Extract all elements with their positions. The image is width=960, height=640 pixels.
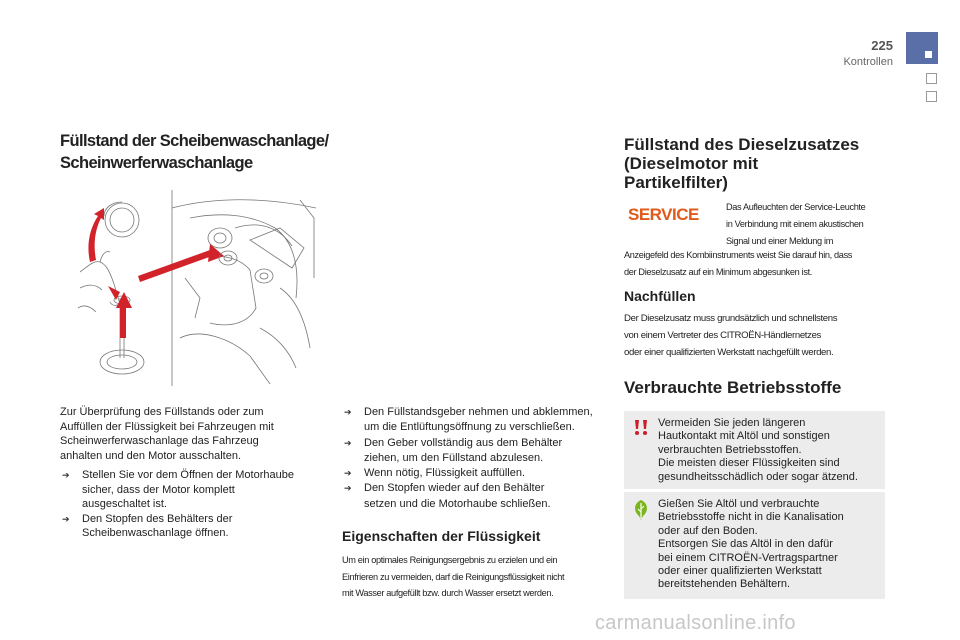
step-line: ausgeschaltet ist. — [82, 498, 167, 510]
fluid-properties-title: Eigenschaften der Flüssigkeit — [342, 528, 541, 544]
list-item — [342, 405, 612, 436]
step-line: um die Entlüftungsöffnung zu verschließen. — [364, 421, 575, 434]
step-line: Den Stopfen des Behälters der — [82, 512, 233, 525]
warning-text — [658, 417, 858, 484]
warning-line: Hautkontakt mit Altöl und sonstigen — [658, 430, 830, 443]
engine-bay-drawing — [60, 188, 318, 388]
step-line: Stellen Sie vor dem Öffnen der Motorhaube — [82, 469, 294, 481]
properties-line: Einfrieren zu vermeiden, darf die Reinigungsflüssigkeit nicht — [342, 571, 565, 582]
list-item — [342, 436, 612, 467]
service-line: Anzeigefeld des Kombiinstruments weist Sie darauf hin, dass — [624, 250, 853, 260]
environment-line: oder einer qualifizierten Werkstatt — [658, 565, 822, 578]
service-light-paragraph-cont — [624, 247, 888, 280]
properties-line: Um ein optimales Reinigungsergebnis zu erzielen und ein — [342, 555, 558, 565]
service-line: in Verbindung mit einem akustischen — [726, 219, 864, 229]
step-line: ziehen, um den Füllstand abzulesen. — [364, 451, 544, 464]
environment-text — [658, 498, 844, 592]
list-item — [342, 466, 612, 481]
refill-line: oder einer qualifizierten Werkstatt nachgefüllt werden. — [624, 347, 834, 358]
washer-intro-paragraph — [60, 405, 330, 463]
intro-line: Zur Überprüfung des Füllstands oder zum — [60, 406, 264, 418]
properties-line: mit Wasser aufgefüllt bzw. durch Wasser ersetzt werden. — [342, 588, 554, 598]
warning-line: Vermeiden Sie jeden längeren — [658, 417, 806, 429]
washer-fluid-title-line1: Füllstand der Scheibenwaschanlage/ — [60, 132, 329, 150]
refill-line: von einem Vertreter des CITROËN-Händlernetzes — [624, 330, 821, 341]
step-line: Scheibenwaschanlage öffnen. — [82, 527, 229, 539]
chapter-indicator-empty[interactable] — [926, 91, 937, 102]
diesel-additive-title — [624, 135, 859, 192]
step-line: Den Stopfen wieder auf den Behälter — [364, 482, 545, 495]
warning-exclamation-icon — [632, 418, 650, 436]
list-item — [60, 512, 330, 541]
list-item — [342, 481, 612, 512]
warning-line: gesundheitsschädlich oder sogar ätzend. — [658, 470, 858, 483]
watermark: carmanualsonline.info — [595, 612, 796, 634]
step-line: Wenn nötig, Flüssigkeit auffüllen. — [364, 467, 526, 480]
service-warning-icon: SERVICE — [628, 205, 699, 224]
gauge-steps-list — [342, 405, 612, 512]
intro-line: anhalten und den Motor ausschalten. — [60, 449, 242, 462]
step-line: Den Geber vollständig aus dem Behälter — [364, 436, 563, 449]
warning-box — [624, 411, 885, 489]
washer-fluid-title-line2: Scheinwerferwaschanlage — [60, 154, 253, 172]
step-line: Den Füllstandsgeber nehmen und abklemmen, — [364, 406, 593, 418]
chapter-indicator-empty[interactable] — [926, 73, 937, 84]
diesel-title-line3: Partikelfilter) — [624, 173, 728, 192]
list-item — [60, 468, 330, 512]
environment-line: Betriebsstoffe nicht in die Kanalisation — [658, 511, 844, 524]
service-line: Signal und einer Meldung im — [726, 236, 833, 246]
environment-line: bei einem CITROËN-Vertragspartner — [658, 551, 838, 564]
environment-line: bereitstehenden Behältern. — [658, 578, 791, 591]
intro-line: Scheinwerferwaschanlage das Fahrzeug — [60, 435, 259, 447]
environment-leaf-icon — [632, 499, 650, 521]
chapter-indicator-active[interactable] — [906, 32, 938, 64]
intro-line: Auffüllen der Flüssigkeit bei Fahrzeugen mit — [60, 420, 274, 433]
refill-line: Der Dieselzusatz muss grundsätzlich und schnellstens — [624, 313, 838, 324]
environment-line: Gießen Sie Altöl und verbrauchte — [658, 498, 820, 510]
washer-reservoir-illustration — [60, 188, 318, 388]
diesel-title-line2: (Dieselmotor mit — [624, 154, 759, 173]
service-light-paragraph — [726, 199, 888, 250]
environment-box — [624, 492, 885, 599]
consumables-title: Verbrauchte Betriebsstoffe — [624, 378, 842, 397]
service-line: Das Aufleuchten der Service-Leuchte — [726, 202, 866, 212]
refill-title: Nachfüllen — [624, 288, 696, 304]
washer-fluid-title — [60, 130, 328, 174]
refill-paragraph — [624, 310, 888, 361]
warning-line: verbrauchten Betriebsstoffen. — [658, 443, 802, 456]
fluid-properties-paragraph — [342, 552, 612, 602]
page-number: 225 — [871, 38, 893, 53]
section-name: Kontrollen — [843, 56, 893, 68]
environment-line: Entsorgen Sie das Altöl in den dafür — [658, 538, 833, 551]
step-line: sicher, dass der Motor komplett — [82, 483, 235, 496]
washer-steps-list — [60, 468, 330, 541]
step-line: setzen und die Motorhaube schließen. — [364, 497, 551, 510]
diesel-title-line1: Füllstand des Dieselzusatzes — [624, 135, 860, 154]
environment-line: oder auf den Boden. — [658, 524, 758, 537]
service-line: der Dieselzusatz auf ein Minimum abgesunken ist. — [624, 266, 812, 277]
warning-line: Die meisten dieser Flüssigkeiten sind — [658, 457, 840, 470]
